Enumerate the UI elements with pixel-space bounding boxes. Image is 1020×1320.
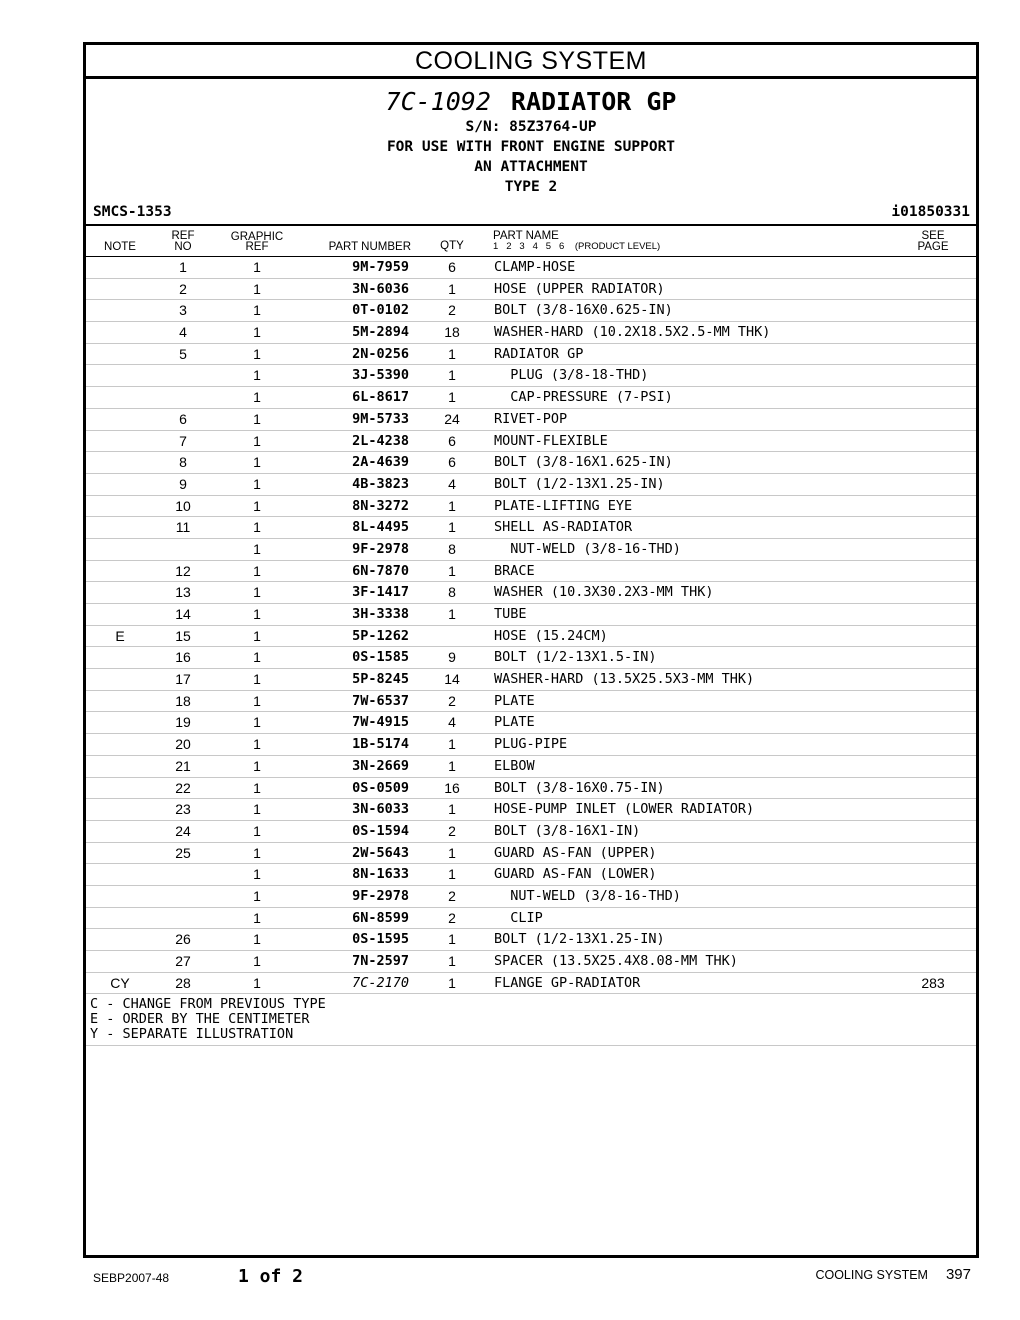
ref-no-cell: 11: [175, 519, 191, 536]
table-row: [86, 431, 976, 453]
ref-no-cell: 25: [175, 844, 191, 861]
part-name-cell: RADIATOR GP: [494, 345, 584, 362]
part-number-cell: 9M-5733: [352, 410, 409, 427]
qty-cell: 1: [448, 757, 456, 774]
table-row: [86, 561, 976, 583]
smcs-code: SMCS-1353: [93, 204, 172, 220]
part-name-cell: TUBE: [494, 606, 527, 622]
ref-no-cell: 16: [175, 649, 191, 666]
part-number-cell: 0S-1595: [352, 931, 409, 948]
notes-block: [86, 994, 976, 1046]
part-number-cell: 6L-8617: [352, 389, 409, 406]
ref-no-cell: 13: [175, 584, 191, 601]
table-row: [86, 300, 976, 322]
header-graphic-ref-1: GRAPHIC: [230, 231, 284, 243]
graphic-ref-cell: 1: [253, 757, 261, 774]
ref-no-cell: 15: [175, 627, 191, 644]
header-graphic-ref-2: REF: [245, 241, 269, 253]
note-cell: E: [115, 627, 125, 644]
type-label: TYPE 2: [504, 179, 558, 195]
table-row: [86, 821, 976, 843]
part-number-cell: 8N-3272: [352, 497, 409, 514]
graphic-ref-cell: 1: [253, 606, 261, 622]
table-row: [86, 712, 976, 734]
qty-cell: 9: [448, 649, 456, 666]
qty-cell: 2: [448, 909, 456, 926]
part-name-cell: GUARD AS-FAN (LOWER): [494, 866, 657, 883]
footer-right: [815, 1266, 971, 1283]
ref-no-cell: 8: [179, 454, 187, 471]
table-row: [86, 734, 976, 756]
part-name-cell: BOLT (3/8-16X0.625-IN): [494, 302, 673, 319]
qty-cell: 6: [448, 259, 456, 275]
part-number-cell: 2W-5643: [352, 844, 409, 861]
table-row: [86, 973, 976, 995]
qty-cell: 1: [448, 736, 456, 753]
ref-no-cell: 4: [179, 324, 187, 341]
ref-no-cell: 12: [175, 562, 191, 579]
part-name-cell: CLIP: [494, 909, 543, 926]
header-part-name: PART NAME: [493, 230, 559, 242]
part-number-cell: 5M-2894: [352, 324, 409, 341]
table-row: [86, 647, 976, 669]
graphic-ref-cell: 1: [253, 866, 261, 883]
ref-no-cell: 20: [175, 736, 191, 753]
table-row: [86, 843, 976, 865]
table-row: [86, 626, 976, 648]
part-name-cell: PLATE-LIFTING EYE: [494, 497, 633, 514]
part-number-cell: 6N-8599: [352, 909, 409, 926]
graphic-ref-cell: 1: [253, 497, 261, 514]
graphic-ref-cell: 1: [253, 324, 261, 341]
ref-no-cell: 1: [179, 259, 187, 275]
usage-line-1: FOR USE WITH FRONT ENGINE SUPPORT: [386, 139, 676, 155]
graphic-ref-cell: 1: [253, 562, 261, 579]
qty-cell: 1: [448, 389, 456, 406]
note-cell: CY: [110, 974, 130, 991]
footer-section: COOLING SYSTEM: [815, 1268, 928, 1282]
graphic-ref-cell: 1: [253, 389, 261, 406]
part-number-cell: 3F-1417: [352, 584, 409, 601]
title-block: [86, 87, 976, 197]
qty-cell: 2: [448, 822, 456, 839]
part-name-cell: BOLT (3/8-16X1.625-IN): [494, 454, 673, 471]
ref-no-cell: 22: [175, 779, 191, 796]
part-name-cell: PLATE: [494, 714, 535, 731]
qty-cell: 1: [448, 801, 456, 818]
qty-cell: 1: [448, 367, 456, 384]
ref-no-cell: 26: [175, 931, 191, 948]
ref-no-cell: 6: [179, 410, 187, 427]
part-number-cell: 9M-7959: [352, 259, 409, 275]
graphic-ref-cell: 1: [253, 692, 261, 709]
part-number-cell: 6N-7870: [352, 562, 409, 579]
table-row: [86, 452, 976, 474]
graphic-ref-cell: 1: [253, 280, 261, 297]
graphic-ref-cell: 1: [253, 475, 261, 492]
note-change: C - CHANGE FROM PREVIOUS TYPE: [90, 996, 326, 1013]
qty-cell: 1: [448, 953, 456, 969]
graphic-ref-cell: 1: [253, 736, 261, 753]
graphic-ref-cell: 1: [253, 953, 261, 969]
graphic-ref-cell: 1: [253, 367, 261, 384]
table-row: [86, 756, 976, 778]
part-number-cell: 7C-2170: [352, 974, 409, 991]
graphic-ref-cell: 1: [253, 779, 261, 796]
part-name-cell: PLUG-PIPE: [494, 736, 568, 753]
table-row: [86, 474, 976, 496]
part-number-cell: 1B-5174: [352, 736, 409, 753]
graphic-ref-cell: 1: [253, 519, 261, 536]
part-name-cell: CLAMP-HOSE: [494, 259, 576, 275]
qty-cell: 2: [448, 302, 456, 319]
graphic-ref-cell: 1: [253, 627, 261, 644]
table-row: [86, 582, 976, 604]
table-row: [86, 951, 976, 973]
part-number-cell: 9F-2978: [352, 887, 409, 904]
ref-no-cell: 18: [175, 692, 191, 709]
qty-cell: 1: [448, 345, 456, 362]
header-part-number: PART NUMBER: [328, 241, 411, 253]
graphic-ref-cell: 1: [253, 584, 261, 601]
part-number-cell: 3N-6036: [352, 280, 409, 297]
table-row: [86, 669, 976, 691]
part-name-cell: HOSE (15.24CM): [494, 627, 608, 644]
graphic-ref-cell: 1: [253, 931, 261, 948]
table-row: [86, 517, 976, 539]
graphic-ref-cell: 1: [253, 974, 261, 991]
part-name-cell: PLATE: [494, 692, 535, 709]
ref-no-cell: 9: [179, 475, 187, 492]
graphic-ref-cell: 1: [253, 801, 261, 818]
ref-no-cell: 23: [175, 801, 191, 818]
footer-doc-id: SEBP2007-48: [93, 1271, 170, 1285]
qty-cell: 1: [448, 606, 456, 622]
table-row: [86, 496, 976, 518]
table-row: [86, 257, 976, 279]
qty-cell: 4: [448, 714, 456, 731]
graphic-ref-cell: 1: [253, 822, 261, 839]
qty-cell: 8: [448, 540, 456, 557]
table-row: [86, 799, 976, 821]
title-part-number: 7C-1092: [385, 87, 491, 116]
part-name-cell: SHELL AS-RADIATOR: [494, 519, 633, 536]
part-name-cell: BRACE: [494, 562, 535, 579]
part-number-cell: 5P-8245: [352, 671, 409, 688]
part-name-cell: MOUNT-FLEXIBLE: [494, 432, 608, 449]
table-row: [86, 344, 976, 366]
part-number-cell: 3H-3338: [352, 606, 409, 622]
graphic-ref-cell: 1: [253, 887, 261, 904]
see-page-cell: 283: [921, 974, 945, 991]
ref-no-cell: 7: [179, 432, 187, 449]
part-number-cell: 2N-0256: [352, 345, 409, 362]
part-name-cell: NUT-WELD (3/8-16-THD): [494, 887, 681, 904]
qty-cell: 1: [448, 866, 456, 883]
part-number-cell: 3N-2669: [352, 757, 409, 774]
part-number-cell: 2A-4639: [352, 454, 409, 471]
graphic-ref-cell: 1: [253, 714, 261, 731]
qty-cell: 8: [448, 584, 456, 601]
part-name-cell: RIVET-POP: [494, 410, 568, 427]
graphic-ref-cell: 1: [253, 410, 261, 427]
part-name-cell: WASHER-HARD (10.2X18.5X2.5-MM THK): [494, 324, 771, 341]
part-number-cell: 0S-0509: [352, 779, 409, 796]
illustration-id: i01850331: [891, 204, 970, 220]
header-see-2: PAGE: [917, 241, 949, 253]
header-qty: QTY: [440, 240, 464, 252]
table-row: [86, 365, 976, 387]
ref-no-cell: 5: [179, 345, 187, 362]
part-name-cell: SPACER (13.5X25.4X8.08-MM THK): [494, 953, 738, 969]
qty-cell: 6: [448, 454, 456, 471]
page-title: [86, 87, 976, 117]
note-centimeter: E - ORDER BY THE CENTIMETER: [90, 1011, 310, 1028]
part-number-cell: 4B-3823: [352, 475, 409, 492]
part-name-cell: PLUG (3/8-18-THD): [494, 367, 649, 384]
part-name-cell: BOLT (1/2-13X1.5-IN): [494, 649, 657, 666]
header-product-level: 1 2 3 4 5 6 (PRODUCT LEVEL): [493, 241, 661, 252]
part-name-cell: BOLT (3/8-16X1-IN): [494, 822, 641, 839]
part-name-cell: FLANGE GP-RADIATOR: [494, 974, 641, 991]
part-name-cell: HOSE (UPPER RADIATOR): [494, 280, 665, 297]
header-ref-2: NO: [174, 241, 192, 253]
graphic-ref-cell: 1: [253, 454, 261, 471]
qty-cell: 1: [448, 974, 456, 991]
footer-page-number: 397: [945, 1266, 971, 1283]
part-number-cell: 8N-1633: [352, 866, 409, 883]
part-name-cell: BOLT (1/2-13X1.25-IN): [494, 931, 665, 948]
part-number-cell: 3N-6033: [352, 801, 409, 818]
table-header: [86, 224, 976, 257]
graphic-ref-cell: 1: [253, 909, 261, 926]
table-row: [86, 322, 976, 344]
qty-cell: 24: [444, 410, 460, 427]
ref-no-cell: 10: [175, 497, 191, 514]
table-row: [86, 691, 976, 713]
graphic-ref-cell: 1: [253, 432, 261, 449]
qty-cell: 1: [448, 280, 456, 297]
part-name-cell: GUARD AS-FAN (UPPER): [494, 844, 657, 861]
graphic-ref-cell: 1: [253, 259, 261, 275]
table-row: [86, 539, 976, 561]
table-row: [86, 929, 976, 951]
qty-cell: 18: [444, 324, 460, 341]
table-row: [86, 279, 976, 301]
graphic-ref-cell: 1: [253, 844, 261, 861]
ref-no-cell: 21: [175, 757, 191, 774]
footer-page-of: 1 of 2: [238, 1266, 304, 1287]
title-part-name: RADIATOR GP: [510, 87, 677, 116]
note-separate: Y - SEPARATE ILLUSTRATION: [90, 1026, 294, 1043]
part-name-cell: CAP-PRESSURE (7-PSI): [494, 389, 673, 406]
qty-cell: 1: [448, 562, 456, 579]
qty-cell: 2: [448, 692, 456, 709]
graphic-ref-cell: 1: [253, 671, 261, 688]
table-row: [86, 409, 976, 431]
part-number-cell: 8L-4495: [352, 519, 409, 536]
usage-line-2: AN ATTACHMENT: [474, 159, 588, 175]
graphic-ref-cell: 1: [253, 540, 261, 557]
qty-cell: 2: [448, 887, 456, 904]
qty-cell: 1: [448, 519, 456, 536]
qty-cell: 16: [444, 779, 460, 796]
graphic-ref-cell: 1: [253, 345, 261, 362]
part-name-cell: WASHER-HARD (13.5X25.5X3-MM THK): [494, 671, 755, 688]
qty-cell: 6: [448, 432, 456, 449]
part-name-cell: BOLT (3/8-16X0.75-IN): [494, 779, 665, 796]
header-note: NOTE: [104, 241, 136, 253]
qty-cell: 14: [444, 671, 460, 688]
serial-number: S/N: 85Z3764-UP: [465, 119, 597, 135]
ref-no-cell: 3: [179, 302, 187, 319]
ref-no-cell: 24: [175, 822, 191, 839]
part-number-cell: 3J-5390: [352, 367, 409, 384]
part-number-cell: 5P-1262: [352, 627, 409, 644]
qty-cell: 1: [448, 931, 456, 948]
table-row: [86, 908, 976, 930]
smcs-row: [86, 204, 976, 224]
part-number-cell: 0S-1585: [352, 649, 409, 666]
ref-no-cell: 17: [175, 671, 191, 688]
qty-cell: 4: [448, 475, 456, 492]
part-number-cell: 7W-6537: [352, 692, 409, 709]
ref-no-cell: 27: [175, 953, 191, 969]
parts-table-body: [86, 257, 976, 994]
part-number-cell: 2L-4238: [352, 432, 409, 449]
part-number-cell: 0T-0102: [352, 302, 409, 319]
header-see-1: SEE: [921, 230, 945, 242]
part-name-cell: NUT-WELD (3/8-16-THD): [494, 540, 681, 557]
table-row: [86, 864, 976, 886]
table-row: [86, 604, 976, 626]
qty-cell: 1: [448, 844, 456, 861]
part-number-cell: 7W-4915: [352, 714, 409, 731]
header-ref-1: REF: [171, 230, 195, 242]
part-number-cell: 0S-1594: [352, 822, 409, 839]
ref-no-cell: 14: [175, 606, 191, 622]
table-row: [86, 387, 976, 409]
ref-no-cell: 28: [175, 974, 191, 991]
parts-page-frame: [83, 42, 979, 1258]
ref-no-cell: 19: [175, 714, 191, 731]
part-name-cell: HOSE-PUMP INLET (LOWER RADIATOR): [494, 801, 755, 818]
ref-no-cell: 2: [179, 280, 187, 297]
part-name-cell: WASHER (10.3X30.2X3-MM THK): [494, 584, 714, 601]
graphic-ref-cell: 1: [253, 649, 261, 666]
qty-cell: 1: [448, 497, 456, 514]
graphic-ref-cell: 1: [253, 302, 261, 319]
part-number-cell: 7N-2597: [352, 953, 409, 969]
table-row: [86, 778, 976, 800]
part-name-cell: ELBOW: [494, 757, 535, 774]
table-row: [86, 886, 976, 908]
section-title: COOLING SYSTEM: [86, 45, 976, 79]
part-name-cell: BOLT (1/2-13X1.25-IN): [494, 475, 665, 492]
part-number-cell: 9F-2978: [352, 540, 409, 557]
